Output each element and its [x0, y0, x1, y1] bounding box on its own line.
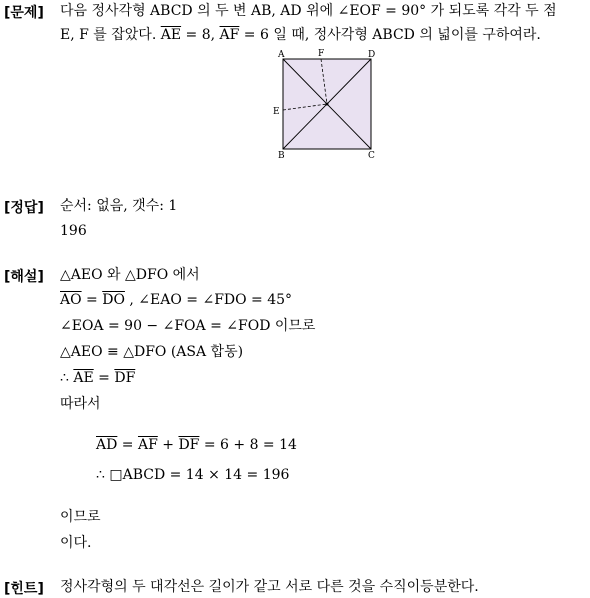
label-c: C — [368, 151, 375, 161]
problem-line-2: E, F 를 잡았다. $\overline{AE} = 8$, $\overline{AF} = 6$ 일 때, 정사각형 ABCD 의 넓이를 구하여라. — [60, 27, 541, 43]
segment-af: $\overline{AF}$ — [219, 27, 240, 43]
solution-line-6: 따라서 — [60, 396, 101, 412]
solution-line-9: 이므로 — [60, 509, 101, 525]
point-o — [326, 103, 329, 106]
solution-tag: [해설] — [4, 269, 44, 285]
problem-tag: [문제] — [4, 5, 44, 21]
solution-line-2: $\overline{AO} = \overline{DO}$ , ∠EAO = ∠FDO = 45° — [60, 292, 293, 308]
solution-line-7: $\overline{AD} = \overline{AF} + \overline{DF} = 6 + 8 = 14$ — [96, 437, 297, 453]
solution-line-8: ∴ □ABCD = 14 × 14 = 196 — [96, 467, 290, 483]
hint-text: 정사각형의 두 대각선은 길이가 같고 서로 다른 것을 수직이등분한다. — [60, 579, 479, 595]
square-figure — [270, 48, 388, 162]
label-d: D — [368, 50, 376, 60]
label-a: A — [278, 50, 285, 60]
label-e: E — [273, 107, 280, 117]
solution-line-1: △AEO 와 △DFO 에서 — [60, 267, 200, 283]
hint-tag: [힌트] — [4, 581, 44, 597]
solution-line-5: ∴ $\overline{AE} = \overline{DF}$ — [60, 370, 136, 386]
label-f: F — [318, 49, 325, 59]
solution-line-3: ∠EOA = 90 − ∠FOA = ∠FOD 이므로 — [60, 318, 316, 334]
problem-line-1: 다음 정사각형 ABCD 의 두 변 AB, AD 위에 ∠EOF = 90° 가 되도록 각각 두 점 — [60, 3, 557, 19]
answer-value: 196 — [60, 223, 87, 239]
solution-line-10: 이다. — [60, 535, 92, 551]
answer-tag: [정답] — [4, 200, 44, 216]
segment-ae: $\overline{AE}$ — [160, 27, 182, 43]
solution-line-4: △AEO ≡ △DFO (ASA 합동) — [60, 344, 244, 360]
answer-line-1: 순서: 없음, 갯수: 1 — [60, 198, 178, 214]
label-b: B — [278, 151, 285, 161]
